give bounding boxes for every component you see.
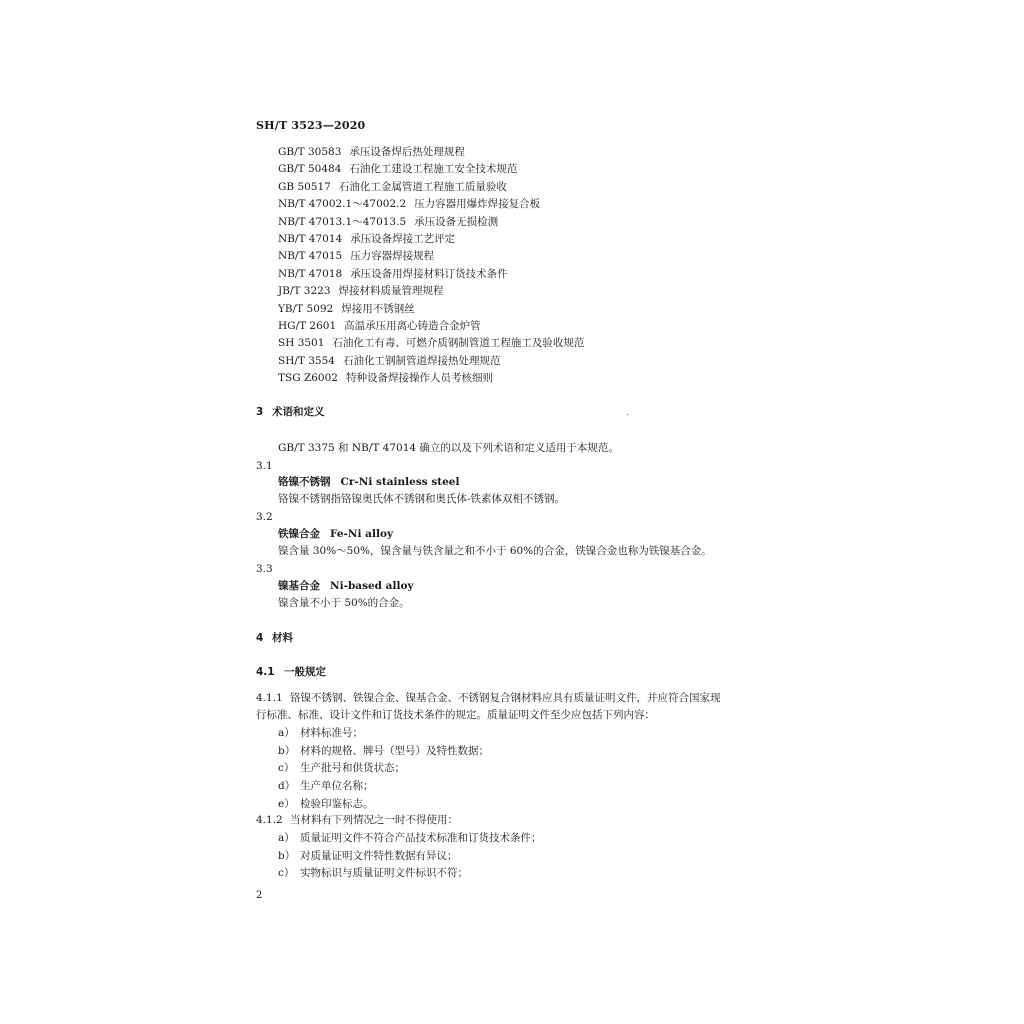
reference-item — [278, 335, 584, 352]
term-en: Fe-Ni alloy — [330, 528, 394, 540]
reference-title: 焊接材料质量管理规程 — [338, 285, 444, 298]
list-marker: a） — [278, 727, 295, 739]
reference-code: NB/T 47014 — [278, 232, 343, 245]
reference-code: SH/T 3554 — [278, 354, 335, 367]
reference-item — [278, 179, 584, 196]
reference-title: 压力容器焊接规程 — [350, 250, 435, 263]
section-title: 材料 — [272, 632, 293, 644]
term-en: Ni-based alloy — [330, 580, 414, 592]
normative-references-list — [278, 144, 584, 387]
term-number: 3.3 — [256, 563, 273, 575]
reference-title: 压力容器用爆炸焊接复合板 — [414, 198, 541, 211]
term-zh: 铁镍合金 — [278, 528, 320, 540]
list-text: 生产批号和供货状态； — [300, 762, 405, 775]
reference-code: GB/T 50484 — [278, 163, 342, 176]
reference-title: 特种设备焊接操作人员考核细则 — [345, 372, 493, 385]
reference-title: 承压设备无损检测 — [414, 215, 499, 228]
list-marker: e） — [278, 797, 295, 810]
term-en: Cr-Ni stainless steel — [340, 476, 460, 488]
section-number: 3 — [256, 406, 264, 418]
reference-title: 焊接用不锈钢丝 — [341, 302, 415, 315]
reference-title: 承压设备焊接工艺评定 — [350, 232, 456, 245]
term-heading — [278, 527, 393, 541]
reference-code: NB/T 47015 — [278, 250, 343, 263]
reference-item — [278, 301, 584, 318]
reference-item — [278, 283, 584, 300]
list-item — [278, 797, 374, 811]
list-text: 对质量证明文件特性数据有异议； — [300, 849, 458, 862]
subsection-number: 4.1 — [256, 666, 275, 678]
term-zh: 铬镍不锈钢 — [278, 476, 331, 488]
reference-code: TSG Z6002 — [278, 372, 338, 385]
list-item — [278, 744, 489, 758]
reference-item — [278, 353, 584, 370]
list-item — [278, 779, 374, 793]
reference-item — [278, 370, 584, 387]
section-3-heading — [256, 405, 325, 419]
subsection-title: 一般规定 — [284, 666, 326, 678]
subsection-4-1-heading — [256, 665, 326, 679]
term-number: 3.2 — [256, 511, 273, 523]
term-zh: 镍基合金 — [278, 580, 320, 592]
section-3-intro: GB/T 3375 和 NB/T 47014 确立的以及下列术语和定义适用于本规范。 — [278, 442, 619, 454]
term-heading — [278, 579, 414, 593]
reference-item — [278, 144, 584, 161]
reference-title: 石油化工钢制管道焊接热处理规范 — [342, 354, 501, 367]
list-item — [278, 831, 542, 845]
section-4-heading — [256, 631, 293, 645]
list-marker: c） — [278, 867, 295, 880]
list-item — [278, 726, 363, 740]
term-number: 3.1 — [256, 460, 273, 472]
reference-item — [278, 318, 584, 335]
list-text: 材料标准号； — [300, 727, 363, 739]
reference-item — [278, 214, 584, 231]
reference-title: 高温承压用离心铸造合金炉管 — [344, 319, 481, 332]
reference-item — [278, 266, 584, 283]
clause-4-1-1-line2: 行标准、标准、设计文件和订货技术条件的规定。质量证明文件至少应包括下列内容： — [256, 709, 655, 721]
section-number: 4 — [256, 632, 264, 644]
reference-code: GB/T 30583 — [278, 146, 342, 158]
reference-title: 承压设备用焊接材料订货技术条件 — [350, 267, 508, 280]
list-marker: d） — [278, 780, 296, 793]
reference-item — [278, 196, 584, 213]
term-definition: 镍含量不小于 50%的合金。 — [278, 597, 410, 609]
reference-code: NB/T 47018 — [278, 267, 343, 280]
reference-code: GB 50517 — [278, 180, 331, 193]
reference-code: JB/T 3223 — [278, 285, 331, 298]
reference-code: HG/T 2601 — [278, 319, 337, 332]
reference-title: 承压设备焊后热处理规程 — [349, 146, 465, 158]
list-item — [278, 849, 458, 863]
term-heading — [278, 475, 459, 489]
reference-code: NB/T 47013.1～47013.5 — [278, 215, 407, 228]
term-definition: 铬镍不锈钢指铬镍奥氏体不锈钢和奥氏体-铁素体双相不锈钢。 — [278, 493, 566, 505]
reference-item — [278, 248, 584, 265]
clause-4-1-2-line1 — [256, 813, 458, 827]
list-text: 生产单位名称； — [300, 780, 374, 793]
reference-title: 石油化工有毒、可燃介质钢制管道工程施工及验收规范 — [332, 337, 585, 350]
list-marker: b） — [278, 849, 296, 862]
reference-title: 石油化工建设工程施工安全技术规范 — [349, 163, 518, 176]
list-item — [278, 761, 405, 775]
reference-title: 石油化工金属管道工程施工质量验收 — [338, 180, 507, 193]
list-marker: c） — [278, 762, 295, 775]
reference-item — [278, 231, 584, 248]
list-text: 检验印鉴标志。 — [300, 797, 374, 810]
clause-4-1-1-line1 — [256, 691, 721, 705]
list-text: 材料的规格、牌号（型号）及特性数据； — [300, 744, 489, 757]
scan-speck — [627, 414, 628, 415]
reference-item — [278, 161, 584, 178]
list-item — [278, 866, 468, 880]
list-marker: a） — [278, 832, 295, 844]
clause-number: 4.1.2 — [256, 814, 283, 826]
clause-text: 当材料有下列情况之一时不得使用： — [290, 814, 458, 826]
list-text: 实物标识与质量证明文件标识不符； — [300, 867, 468, 880]
list-text: 质量证明文件不符合产品技术标准和订货技术条件； — [300, 832, 542, 844]
reference-code: SH 3501 — [278, 337, 325, 350]
page-number: 2 — [256, 890, 263, 901]
reference-code: NB/T 47002.1～47002.2 — [278, 198, 407, 211]
term-definition: 镍含量 30%～50%，镍含量与铁含量之和不小于 60%的合金，铁镍合金也称为铁镍基合金。 — [278, 545, 712, 557]
document-header: SH/T 3523—2020 — [256, 119, 366, 132]
reference-code: YB/T 5092 — [278, 302, 334, 315]
section-title: 术语和定义 — [272, 406, 325, 418]
list-marker: b） — [278, 744, 296, 757]
clause-text: 铬镍不锈钢、铁镍合金、镍基合金、不锈钢复合钢材料应具有质量证明文件，并应符合国家现 — [290, 692, 721, 704]
clause-number: 4.1.1 — [256, 692, 283, 704]
